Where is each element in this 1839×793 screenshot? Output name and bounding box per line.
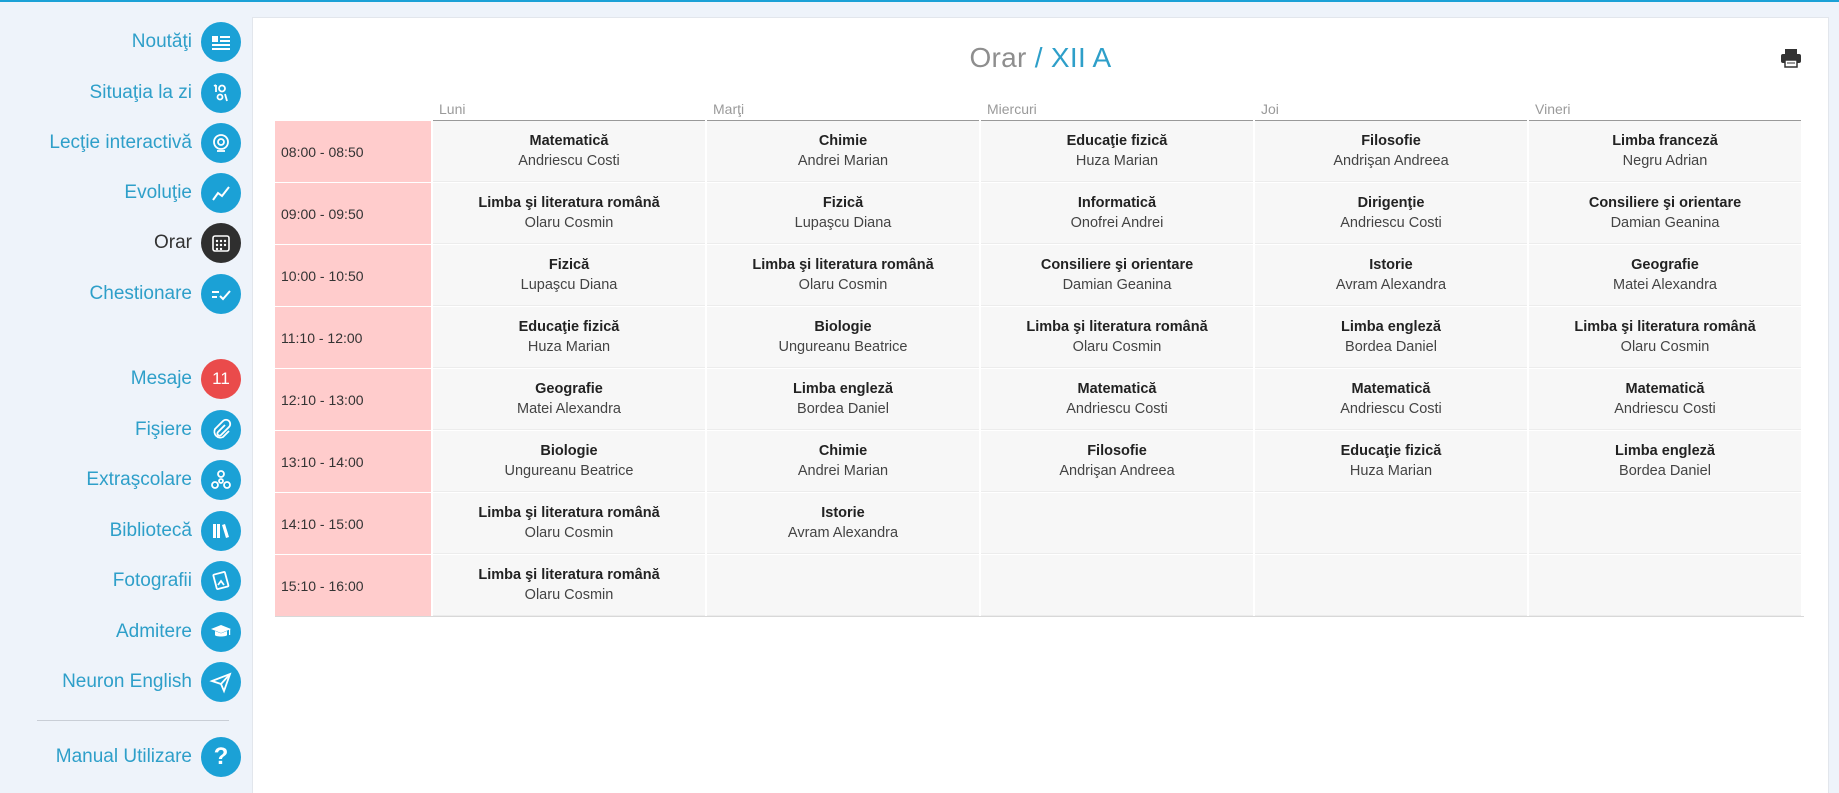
grades-icon [201, 73, 241, 113]
lesson-teacher: Damian Geanina [1610, 215, 1720, 231]
lesson-cell [1529, 431, 1801, 492]
table-row [275, 121, 1804, 182]
sidebar-item-fisiere[interactable] [135, 409, 241, 451]
lesson-subject: Dirigenţie [1357, 195, 1425, 211]
lesson-cell [707, 245, 979, 306]
lesson-teacher: Olaru Cosmin [524, 525, 614, 541]
lesson-cell [1255, 431, 1527, 492]
lesson-subject: Consiliere şi orientare [1588, 195, 1742, 211]
lesson-teacher: Olaru Cosmin [524, 215, 614, 231]
lesson-teacher: Bordea Daniel [1345, 339, 1437, 355]
sidebar-item-neuron-english[interactable] [62, 661, 241, 703]
lesson-teacher: Olaru Cosmin [524, 587, 614, 603]
lesson-subject: Matematică [1625, 381, 1705, 397]
lesson-cell [1529, 555, 1801, 616]
time-slot: 14:10 - 15:00 [275, 493, 431, 554]
lesson-teacher: Andriescu Costi [1614, 401, 1716, 417]
table-bottom-border [275, 616, 1804, 617]
lesson-teacher: Avram Alexandra [787, 525, 899, 541]
lesson-cell [433, 555, 705, 616]
lesson-cell [981, 121, 1253, 182]
lesson-cell [433, 307, 705, 368]
lesson-cell [1529, 183, 1801, 244]
lesson-teacher: Andrei Marian [797, 153, 889, 169]
lesson-cell [1255, 493, 1527, 554]
lesson-teacher: Huza Marian [1075, 153, 1159, 169]
chart-line-icon [201, 173, 241, 213]
time-slot: 09:00 - 09:50 [275, 183, 431, 244]
sidebar-item-chestionare[interactable] [90, 273, 241, 315]
lesson-subject: Limba şi literatura română [1026, 319, 1208, 335]
sidebar-item-fotografii[interactable] [113, 560, 241, 602]
lesson-cell [981, 431, 1253, 492]
time-slot: 11:10 - 12:00 [275, 307, 431, 368]
timetable-body [275, 121, 1804, 617]
sidebar-item-label: Mesaje [130, 368, 192, 389]
table-row [275, 307, 1804, 368]
lesson-cell [1529, 245, 1801, 306]
lesson-teacher: Damian Geanina [1062, 277, 1172, 293]
title-separator: / [1026, 42, 1051, 73]
sidebar-nav [0, 0, 252, 793]
lesson-teacher: Bordea Daniel [797, 401, 889, 417]
lesson-teacher: Olaru Cosmin [798, 277, 888, 293]
lesson-teacher: Matei Alexandra [1613, 277, 1717, 293]
lesson-subject: Educaţie fizică [1340, 443, 1442, 459]
sidebar-item-label: Orar [154, 232, 192, 253]
lesson-subject: Matematică [529, 133, 609, 149]
lesson-subject: Informatică [1077, 195, 1157, 211]
lesson-cell [1255, 555, 1527, 616]
timetable [275, 99, 1804, 617]
lesson-cell [981, 555, 1253, 616]
books-icon [201, 511, 241, 551]
sidebar-item-label: Lecţie interactivă [49, 132, 192, 153]
lesson-subject: Limba şi literatura română [478, 195, 660, 211]
lesson-subject: Limba franceză [1612, 133, 1718, 149]
day-header-vineri: Vineri [1529, 99, 1801, 121]
time-slot: 13:10 - 14:00 [275, 431, 431, 492]
lesson-subject: Chimie [818, 443, 868, 459]
sidebar-item-label: Bibliotecă [109, 520, 192, 541]
webcam-icon [201, 123, 241, 163]
sidebar-item-label: Manual Utilizare [55, 746, 192, 767]
lesson-teacher: Olaru Cosmin [1072, 339, 1162, 355]
paper-plane-icon [201, 662, 241, 702]
lesson-subject: Educaţie fizică [518, 319, 620, 335]
lesson-cell [1255, 183, 1527, 244]
lesson-cell [433, 245, 705, 306]
lesson-cell [433, 431, 705, 492]
lesson-cell [707, 183, 979, 244]
sidebar-item-label: Fotografii [112, 570, 192, 591]
lesson-subject: Fizică [548, 257, 590, 273]
lesson-subject: Geografie [1631, 257, 1699, 273]
lesson-teacher: Negru Adrian [1622, 153, 1708, 169]
time-slot: 10:00 - 10:50 [275, 245, 431, 306]
lesson-teacher: Andrişan Andreea [1059, 463, 1175, 479]
sidebar-item-mesaje[interactable] [131, 358, 241, 400]
lesson-teacher: Andriescu Costi [1340, 401, 1442, 417]
top-accent-line [0, 0, 1839, 2]
sidebar-item-manual-utilizare[interactable] [56, 736, 241, 778]
lesson-teacher: Huza Marian [527, 339, 611, 355]
lesson-cell [433, 369, 705, 430]
lesson-subject: Limba şi literatura română [752, 257, 934, 273]
sidebar-item-label: Fişiere [134, 419, 192, 440]
time-slot: 12:10 - 13:00 [275, 369, 431, 430]
news-icon [201, 22, 241, 62]
lesson-teacher: Lupaşcu Diana [794, 215, 892, 231]
sidebar-item-label: Neuron English [62, 671, 192, 692]
sidebar-item-admitere[interactable] [116, 611, 241, 653]
lesson-cell [981, 307, 1253, 368]
page-title-text: Orar [969, 42, 1027, 73]
lesson-subject: Limba engleză [1341, 319, 1441, 335]
lesson-cell [1255, 121, 1527, 182]
lesson-teacher: Bordea Daniel [1619, 463, 1711, 479]
lesson-cell [981, 369, 1253, 430]
table-row [275, 493, 1804, 554]
lesson-teacher: Lupaşcu Diana [520, 277, 618, 293]
lesson-teacher: Olaru Cosmin [1620, 339, 1710, 355]
lesson-teacher: Avram Alexandra [1335, 277, 1447, 293]
lesson-teacher: Matei Alexandra [517, 401, 621, 417]
lesson-subject: Biologie [814, 319, 872, 335]
time-slot: 15:10 - 16:00 [275, 555, 431, 616]
lesson-teacher: Andriescu Costi [1066, 401, 1168, 417]
lesson-cell [707, 555, 979, 616]
sidebar-item-biblioteca[interactable] [110, 510, 241, 552]
lesson-cell [1529, 493, 1801, 554]
lesson-cell [707, 121, 979, 182]
lesson-subject: Geografie [535, 381, 603, 397]
sidebar-item-evolutie[interactable] [124, 172, 241, 214]
checklist-icon [201, 274, 241, 314]
lesson-subject: Fizică [822, 195, 864, 211]
lesson-subject: Istorie [821, 505, 865, 521]
sidebar-item-label: Noutăţi [131, 31, 192, 52]
lesson-cell [433, 183, 705, 244]
lesson-subject: Matematică [1351, 381, 1431, 397]
lesson-teacher: Andrişan Andreea [1333, 153, 1449, 169]
table-row [275, 431, 1804, 492]
lesson-cell [981, 183, 1253, 244]
day-header-marti: Marţi [707, 99, 979, 121]
lesson-cell [1255, 307, 1527, 368]
lesson-subject: Biologie [540, 443, 598, 459]
lesson-subject: Matematică [1077, 381, 1157, 397]
help-icon: ? [201, 737, 241, 777]
table-row [275, 555, 1804, 616]
sidebar-item-label: Situaţia la zi [89, 82, 192, 103]
lesson-subject: Limba şi literatura română [478, 505, 660, 521]
lesson-cell [707, 431, 979, 492]
time-slot: 08:00 - 08:50 [275, 121, 431, 182]
timetable-panel [252, 17, 1829, 793]
sidebar-item-noutati[interactable] [132, 21, 241, 63]
lesson-teacher: Onofrei Andrei [1070, 215, 1164, 231]
sidebar-item-situatia-la-zi[interactable] [90, 72, 241, 114]
lesson-subject: Consiliere şi orientare [1040, 257, 1194, 273]
lesson-cell [981, 245, 1253, 306]
lesson-subject: Filosofie [1361, 133, 1421, 149]
sidebar-item-label: Admitere [115, 621, 192, 642]
lesson-cell [1255, 369, 1527, 430]
table-row [275, 183, 1804, 244]
day-header-luni: Luni [433, 99, 705, 121]
lesson-teacher: Andriescu Costi [518, 153, 620, 169]
messages-badge: 11 [201, 359, 241, 399]
lesson-subject: Educaţie fizică [1066, 133, 1168, 149]
lesson-cell [707, 369, 979, 430]
sidebar-item-orar[interactable] [154, 222, 241, 264]
lesson-cell [1529, 307, 1801, 368]
day-header-joi: Joi [1255, 99, 1527, 121]
class-name: XII A [1050, 42, 1112, 73]
lesson-cell [1529, 121, 1801, 182]
lesson-cell [707, 493, 979, 554]
lesson-cell [433, 121, 705, 182]
table-row [275, 369, 1804, 430]
photos-icon [201, 561, 241, 601]
calendar-icon [201, 223, 241, 263]
lesson-cell [707, 307, 979, 368]
day-header-miercuri: Miercuri [981, 99, 1253, 121]
lesson-teacher: Huza Marian [1349, 463, 1433, 479]
sidebar-item-label: Chestionare [89, 283, 192, 304]
sidebar-item-extrascolare[interactable] [86, 459, 241, 501]
lesson-cell [1255, 245, 1527, 306]
sidebar-divider [37, 720, 229, 721]
paperclip-icon [201, 410, 241, 450]
lesson-subject: Limba engleză [1615, 443, 1715, 459]
lesson-teacher: Ungureanu Beatrice [504, 463, 634, 479]
table-row [275, 245, 1804, 306]
lesson-cell [981, 493, 1253, 554]
lesson-teacher: Andrei Marian [797, 463, 889, 479]
header-corner [275, 99, 431, 121]
sidebar-item-label: Evoluţie [124, 182, 192, 203]
lesson-subject: Limba engleză [793, 381, 893, 397]
spinner-icon [201, 460, 241, 500]
sidebar-item-lectie-interactiva[interactable] [49, 122, 241, 164]
lesson-cell [1529, 369, 1801, 430]
lesson-cell [433, 493, 705, 554]
print-icon[interactable] [1780, 48, 1802, 68]
lesson-subject: Chimie [818, 133, 868, 149]
lesson-subject: Limba şi literatura română [1574, 319, 1756, 335]
timetable-header [275, 99, 1804, 121]
lesson-subject: Limba şi literatura română [478, 567, 660, 583]
lesson-teacher: Ungureanu Beatrice [778, 339, 908, 355]
lesson-subject: Filosofie [1087, 443, 1147, 459]
page-title [253, 42, 1828, 74]
lesson-teacher: Andriescu Costi [1340, 215, 1442, 231]
sidebar-item-label: Extraşcolare [86, 469, 192, 490]
graduation-cap-icon [201, 612, 241, 652]
lesson-subject: Istorie [1369, 257, 1413, 273]
